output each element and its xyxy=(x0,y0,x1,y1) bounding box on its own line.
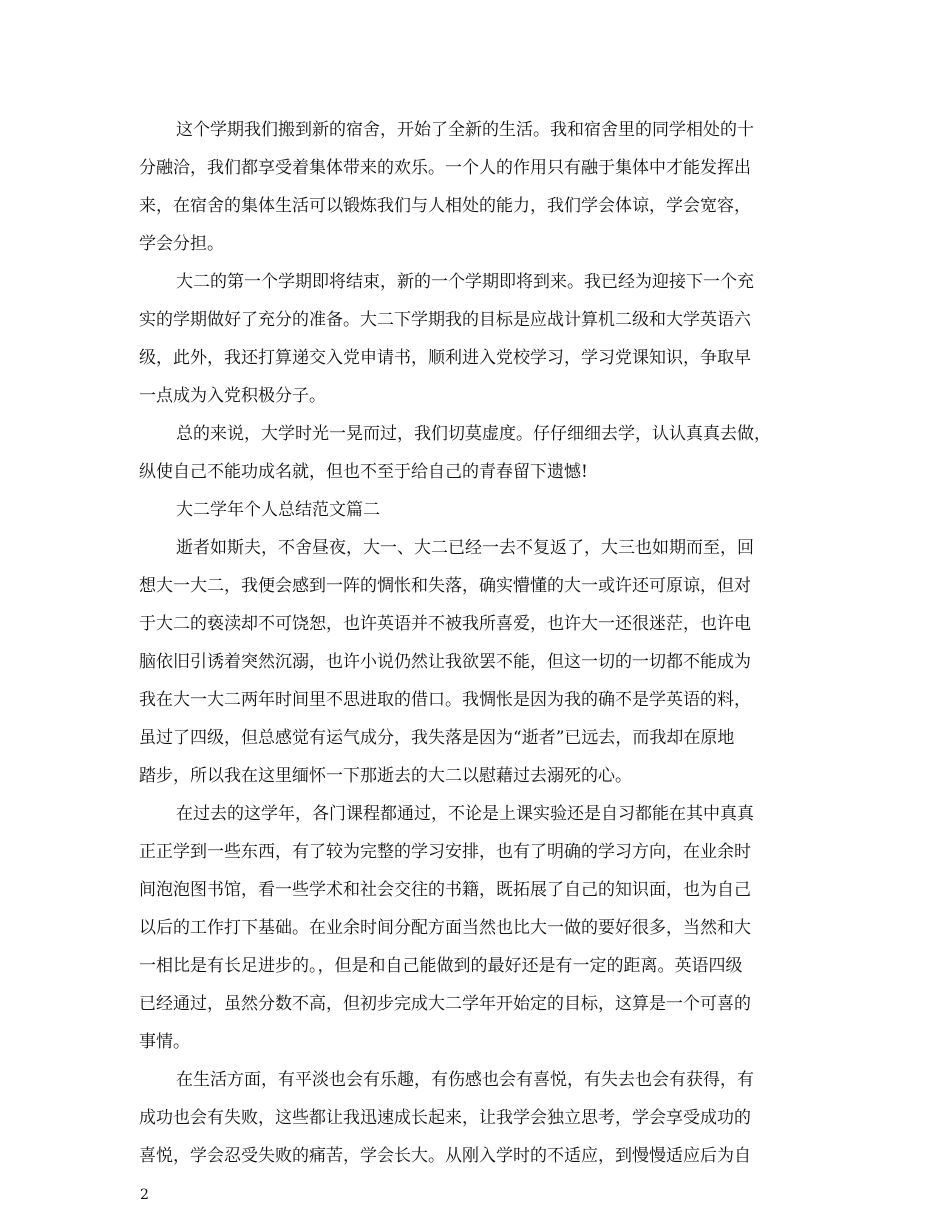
paragraph-line: 喜悦，学会忍受失败的痛苦，学会长大。从刚入学时的不适应，到慢慢适应后为自 xyxy=(139,1146,751,1166)
paragraph-line: 于大二的亵渎却不可饶恕，也许英语并不被我所喜爱，也许大一还很迷茫，也许电 xyxy=(139,614,751,634)
page-number: 2 xyxy=(140,1187,149,1203)
paragraph-line: 一相比是有长足进步的。，但是和自己能做到的最好还是有一定的距离。英语四级 xyxy=(139,956,743,976)
paragraph-line: 实的学期做好了充分的准备。大二下学期我的目标是应战计算机二级和大学英语六 xyxy=(139,310,751,330)
paragraph-line: 间泡泡图书馆，看一些学术和社会交往的书籍，既拓展了自己的知识面，也为自己 xyxy=(139,880,751,900)
paragraph-line: 想大一大二，我便会感到一阵的惆怅和失落，确实懵懂的大一或许还可原谅，但对 xyxy=(139,576,751,596)
paragraph-line: 级，此外，我还打算递交入党申请书，顺利进入党校学习，学习党课知识，争取早 xyxy=(139,348,751,368)
paragraph-line: 成功也会有失败，这些都让我迅速成长起来，让我学会独立思考，学会享受成功的 xyxy=(139,1108,751,1128)
paragraph-line: 我在大一大二两年时间里不思进取的借口。我惆怅是因为我的确不是学英语的料， xyxy=(139,690,751,710)
paragraph-line: 以后的工作打下基础。在业余时间分配方面当然也比大一做的要好很多，当然和大 xyxy=(139,918,751,938)
paragraph-line: 踏步，所以我在这里缅怀一下那逝去的大二以慰藉过去溺死的心。 xyxy=(139,766,632,786)
paragraph-line: 虽过了四级，但总感觉有运气成分，我失落是因为“逝者”已远去，而我却在原地 xyxy=(139,728,735,748)
paragraph-line: 分融洽，我们都享受着集体带来的欢乐。一个人的作用只有融于集体中才能发挥出 xyxy=(139,158,751,178)
paragraph-line: 学会分担。 xyxy=(139,234,224,254)
paragraph-line: 脑依旧引诱着突然沉溺，也许小说仍然让我欲罢不能，但这一切的一切都不能成为 xyxy=(139,652,751,672)
paragraph-line: 在过去的这学年，各门课程都通过，不论是上课实验还是自习都能在其中真真 xyxy=(176,804,754,824)
paragraph-line: 来，在宿舍的集体生活可以锻炼我们与人相处的能力，我们学会体谅，学会宽容， xyxy=(139,196,751,216)
paragraph-line: 在生活方面，有平淡也会有乐趣，有伤感也会有喜悦，有失去也会有获得，有 xyxy=(176,1070,754,1090)
paragraph-line: 总的来说，大学时光一晃而过，我们切莫虚度。仔仔细细去学，认认真真去做， xyxy=(176,424,771,444)
paragraph-line: 事情。 xyxy=(139,1032,190,1052)
paragraph-line: 一点成为入党积极分子。 xyxy=(139,386,326,406)
paragraph-line: 逝者如斯夫，不舍昼夜，大一、大二已经一去不复返了，大三也如期而至，回 xyxy=(176,538,754,558)
paragraph-line: 纵使自己不能功成名就，但也不至于给自己的青春留下遗憾! xyxy=(139,462,588,482)
paragraph-line: 已经通过，虽然分数不高，但初步完成大二学年开始定的目标，这算是一个可喜的 xyxy=(139,994,751,1014)
paragraph-line: 这个学期我们搬到新的宿舍，开始了全新的生活。我和宿舍里的同学相处的十 xyxy=(176,120,754,140)
paragraph-line: 正正学到一些东西，有了较为完整的学习安排，也有了明确的学习方向，在业余时 xyxy=(139,842,751,862)
section-heading: 大二学年个人总结范文篇二 xyxy=(176,500,380,520)
paragraph-line: 大二的第一个学期即将结束，新的一个学期即将到来。我已经为迎接下一个充 xyxy=(176,272,754,292)
